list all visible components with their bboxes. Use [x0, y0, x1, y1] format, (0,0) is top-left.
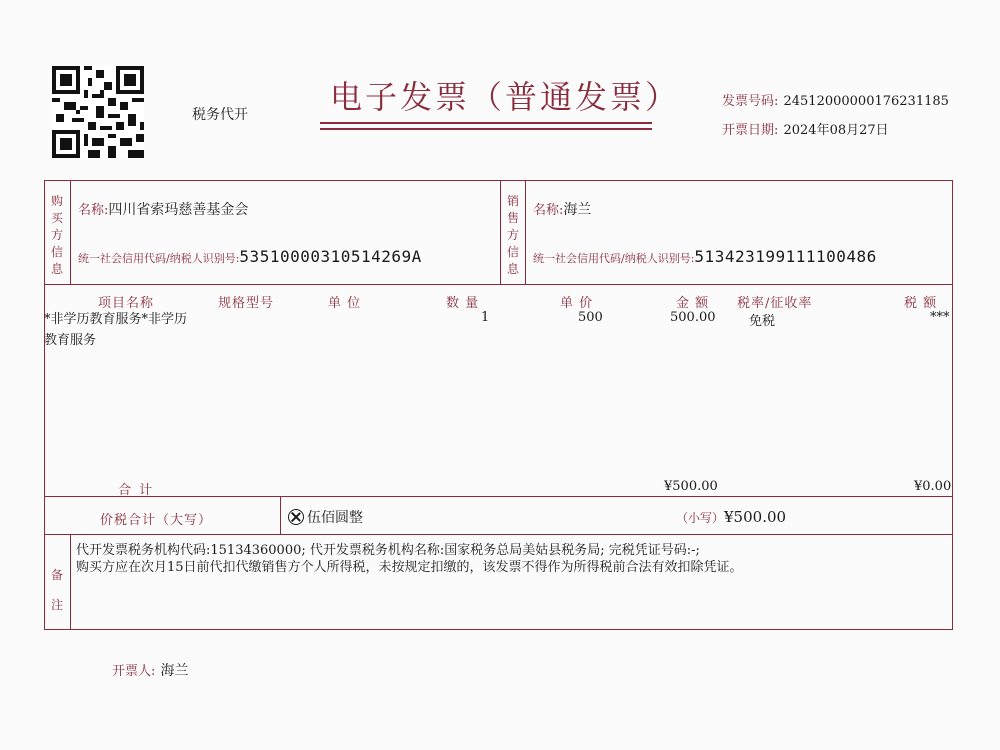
col-header-spec: 规格型号 — [218, 296, 275, 311]
divider — [44, 534, 953, 535]
divider — [44, 284, 953, 285]
remarks-line2: 购买方应在次月15日前代扣代缴销售方个人所得税，未按规定扣缴的，该发票不得作为所得税前合法有效扣除凭证。 — [76, 560, 743, 575]
col-header-price: 单 价 — [560, 296, 594, 311]
col-header-unit: 单 位 — [328, 296, 362, 311]
item-amount: 500.00 — [670, 310, 716, 325]
buyer-id — [78, 247, 422, 266]
seller-id — [533, 247, 877, 266]
seller-name-label: 名称: — [533, 203, 564, 218]
divider — [500, 180, 501, 284]
buyer-id-value: 53510000310514269A — [239, 247, 422, 266]
col-header-tax: 税 额 — [904, 296, 938, 311]
tax-agent-label: 税务代开 — [192, 107, 248, 123]
col-header-rate: 税率/征收率 — [737, 296, 813, 311]
circle-x-icon — [288, 509, 304, 525]
remarks-line1: 代开发票税务机构代码:15134360000; 代开发票税务机构名称:国家税务总局美姑县税务局; 完税凭证号码:-; — [76, 543, 700, 558]
divider — [44, 496, 953, 497]
title-underline — [320, 122, 652, 124]
qr-code-icon — [52, 66, 144, 158]
item-name-line2: 教育服务 — [44, 333, 97, 348]
issuer-value: 海兰 — [160, 663, 189, 679]
total-label: 合 计 — [118, 483, 155, 498]
grand-total-words — [288, 507, 363, 527]
remarks-label: 备注 — [50, 568, 63, 612]
seller-name — [533, 199, 591, 219]
seller-name-value: 海兰 — [563, 202, 592, 218]
total-tax: ¥0.00 — [914, 479, 952, 494]
item-qty: 1 — [481, 310, 490, 325]
issuer-label: 开票人: — [112, 664, 156, 679]
grand-total-figures-value: ¥500.00 — [724, 508, 787, 526]
divider — [280, 496, 281, 534]
buyer-name-value: 四川省索玛慈善基金会 — [108, 202, 249, 218]
total-amount: ¥500.00 — [664, 479, 718, 494]
col-header-name: 项目名称 — [98, 296, 155, 311]
invoice-number-label: 发票号码: — [722, 94, 779, 109]
item-price: 500 — [578, 310, 603, 325]
item-tax: *** — [930, 310, 950, 325]
buyer-id-label: 统一社会信用代码/纳税人识别号: — [78, 252, 240, 265]
grand-total-figures — [676, 507, 786, 526]
grand-total-label: 价税合计（大写） — [100, 513, 213, 528]
seller-section-label: 销售方信息 — [506, 194, 519, 276]
page-title: 电子发票（普通发票） — [330, 78, 681, 116]
divider — [70, 180, 71, 284]
issue-date-label: 开票日期: — [722, 123, 779, 138]
divider — [70, 534, 71, 630]
invoice-number — [722, 90, 949, 109]
issue-date — [722, 119, 889, 138]
col-header-qty: 数 量 — [446, 296, 480, 311]
issue-date-value: 2024年08月27日 — [783, 123, 889, 138]
grand-total-words-value: 伍佰圆整 — [307, 510, 363, 526]
title-underline — [320, 128, 652, 130]
buyer-name-label: 名称: — [78, 203, 109, 218]
buyer-section-label: 购买方信息 — [50, 194, 63, 276]
buyer-name — [78, 199, 248, 219]
divider — [525, 180, 526, 284]
grand-total-small-label: （小写） — [676, 511, 725, 525]
seller-id-label: 统一社会信用代码/纳税人识别号: — [533, 252, 695, 265]
invoice-number-value: 24512000000176231185 — [783, 94, 949, 109]
col-header-amount: 金 额 — [676, 296, 710, 311]
item-rate: 免税 — [749, 314, 776, 329]
seller-id-value: 513423199111100486 — [694, 247, 877, 266]
issuer — [112, 660, 188, 680]
item-name-line1: *非学历教育服务*非学历 — [44, 312, 188, 327]
